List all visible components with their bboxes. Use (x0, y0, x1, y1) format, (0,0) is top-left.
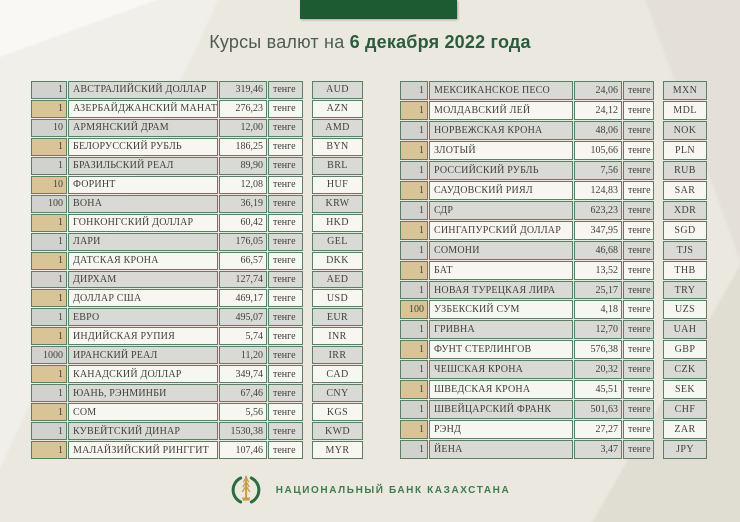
tenge-unit-cell: тенге (268, 327, 303, 345)
quantity-cell: 1 (31, 214, 67, 232)
currency-name-cell: БЕЛОРУССКИЙ РУБЛЬ (68, 138, 218, 156)
currency-code-cell: CAD (312, 365, 363, 383)
rate-value-cell: 5,74 (219, 327, 267, 345)
quantity-cell: 1 (31, 81, 67, 99)
column-gap (655, 261, 662, 280)
currency-code-cell: KGS (312, 403, 363, 421)
currency-name-cell: РОССИЙСКИЙ РУБЛЬ (429, 161, 573, 180)
quantity-cell: 1 (400, 340, 428, 359)
currency-name-cell: СИНГАПУРСКИЙ ДОЛЛАР (429, 221, 573, 240)
currency-name-cell: НОРВЕЖСКАЯ КРОНА (429, 121, 573, 140)
rate-value-cell: 20,32 (574, 360, 622, 379)
rate-value-cell: 124,83 (574, 181, 622, 200)
column-gap (304, 252, 311, 270)
currency-name-cell: ИНДИЙСКАЯ РУПИЯ (68, 327, 218, 345)
column-gap (304, 308, 311, 326)
currency-code-cell: ZAR (663, 420, 707, 439)
column-gap (655, 320, 662, 339)
column-gap (304, 119, 311, 137)
column-gap (304, 403, 311, 421)
currency-row (31, 252, 363, 270)
tenge-unit-cell: тенге (623, 161, 654, 180)
quantity-cell: 1 (31, 327, 67, 345)
currency-code-cell: AZN (312, 100, 363, 118)
rate-value-cell: 45,51 (574, 380, 622, 399)
column-gap (304, 289, 311, 307)
quantity-cell: 1 (31, 289, 67, 307)
column-gap (655, 141, 662, 160)
column-gap (304, 327, 311, 345)
currency-code-cell: NOK (663, 121, 707, 140)
top-green-bar (300, 0, 457, 19)
rate-value-cell: 27,27 (574, 420, 622, 439)
currency-code-cell: CZK (663, 360, 707, 379)
currency-code-cell: HUF (312, 176, 363, 194)
column-gap (304, 100, 311, 118)
tenge-unit-cell: тенге (268, 138, 303, 156)
currency-row (31, 119, 363, 137)
quantity-cell: 1 (400, 320, 428, 339)
column-gap (655, 201, 662, 220)
currency-code-cell: AUD (312, 81, 363, 99)
currency-name-cell: МАЛАЙЗИЙСКИЙ РИНГГИТ (68, 441, 218, 459)
tenge-unit-cell: тенге (623, 241, 654, 260)
column-gap (304, 384, 311, 402)
rate-value-cell: 89,90 (219, 157, 267, 175)
column-gap (304, 441, 311, 459)
quantity-cell: 1 (400, 81, 428, 100)
quantity-cell: 1 (400, 261, 428, 280)
currency-code-cell: TRY (663, 281, 707, 300)
rate-value-cell: 469,17 (219, 289, 267, 307)
tenge-unit-cell: тенге (623, 320, 654, 339)
currency-row (400, 340, 707, 359)
quantity-cell: 1 (400, 400, 428, 419)
rate-value-cell: 36,19 (219, 195, 267, 213)
rate-value-cell: 319,46 (219, 81, 267, 99)
currency-name-cell: ЕВРО (68, 308, 218, 326)
bank-name-label: НАЦИОНАЛЬНЫЙ БАНК КАЗАХСТАНА (275, 484, 511, 496)
quantity-cell: 1 (400, 141, 428, 160)
rate-value-cell: 24,12 (574, 101, 622, 120)
column-gap (655, 340, 662, 359)
currency-code-cell: CNY (312, 384, 363, 402)
rate-value-cell: 176,05 (219, 233, 267, 251)
currency-name-cell: МЕКСИКАНСКОЕ ПЕСО (429, 81, 573, 100)
currency-code-cell: CHF (663, 400, 707, 419)
currency-row (400, 221, 707, 240)
column-gap (655, 400, 662, 419)
currency-code-cell: SEK (663, 380, 707, 399)
rate-value-cell: 107,46 (219, 441, 267, 459)
currency-code-cell: EUR (312, 308, 363, 326)
tenge-unit-cell: тенге (623, 201, 654, 220)
currency-row (400, 360, 707, 379)
currency-row (400, 380, 707, 399)
quantity-cell: 1 (31, 100, 67, 118)
currency-name-cell: ШВЕЙЦАРСКИЙ ФРАНК (429, 400, 573, 419)
currency-row (400, 281, 707, 300)
quantity-cell: 100 (31, 195, 67, 213)
currency-row (31, 195, 363, 213)
tenge-unit-cell: тенге (623, 141, 654, 160)
rate-value-cell: 11,20 (219, 346, 267, 364)
currency-name-cell: ВОНА (68, 195, 218, 213)
column-gap (304, 138, 311, 156)
currency-row (31, 233, 363, 251)
column-gap (655, 380, 662, 399)
rate-value-cell: 127,74 (219, 271, 267, 289)
currency-row (400, 101, 707, 120)
tenge-unit-cell: тенге (623, 81, 654, 100)
currency-code-cell: PLN (663, 141, 707, 160)
column-gap (655, 440, 662, 459)
tenge-unit-cell: тенге (623, 420, 654, 439)
quantity-cell: 1 (400, 221, 428, 240)
currency-name-cell: ДОЛЛАР США (68, 289, 218, 307)
tenge-unit-cell: тенге (623, 360, 654, 379)
currency-row (400, 440, 707, 459)
currency-code-cell: UZS (663, 300, 707, 319)
rate-value-cell: 7,56 (574, 161, 622, 180)
currency-row (31, 176, 363, 194)
currency-row (400, 141, 707, 160)
currency-name-cell: СОМОНИ (429, 241, 573, 260)
currency-row (31, 384, 363, 402)
currency-code-cell: HKD (312, 214, 363, 232)
page-title-prefix: Курсы валют на (209, 32, 345, 52)
tenge-unit-cell: тенге (268, 271, 303, 289)
tenge-unit-cell: тенге (623, 261, 654, 280)
rate-value-cell: 48,06 (574, 121, 622, 140)
currency-name-cell: ФУНТ СТЕРЛИНГОВ (429, 340, 573, 359)
rate-value-cell: 46,68 (574, 241, 622, 260)
column-gap (655, 81, 662, 100)
quantity-cell: 1 (400, 181, 428, 200)
column-gap (655, 360, 662, 379)
quantity-cell: 10 (31, 119, 67, 137)
currency-name-cell: ЙЕНА (429, 440, 573, 459)
tenge-unit-cell: тенге (623, 340, 654, 359)
tenge-unit-cell: тенге (268, 214, 303, 232)
quantity-cell: 1 (31, 252, 67, 270)
currency-code-cell: AED (312, 271, 363, 289)
currency-code-cell: SAR (663, 181, 707, 200)
currency-code-cell: KRW (312, 195, 363, 213)
currency-name-cell: РЭНД (429, 420, 573, 439)
currency-name-cell: БАТ (429, 261, 573, 280)
tenge-unit-cell: тенге (268, 233, 303, 251)
quantity-cell: 1 (31, 271, 67, 289)
tenge-unit-cell: тенге (623, 221, 654, 240)
currency-code-cell: TJS (663, 241, 707, 260)
column-gap (655, 300, 662, 319)
rate-value-cell: 1530,38 (219, 422, 267, 440)
currency-name-cell: ГРИВНА (429, 320, 573, 339)
currency-row (31, 289, 363, 307)
currency-row (400, 81, 707, 100)
quantity-cell: 1 (31, 422, 67, 440)
column-gap (655, 241, 662, 260)
rate-value-cell: 25,17 (574, 281, 622, 300)
currency-code-cell: MXN (663, 81, 707, 100)
quantity-cell: 1 (400, 121, 428, 140)
tenge-unit-cell: тенге (623, 121, 654, 140)
currency-name-cell: ФОРИНТ (68, 176, 218, 194)
quantity-cell: 1 (31, 157, 67, 175)
rate-value-cell: 186,25 (219, 138, 267, 156)
currency-name-cell: БРАЗИЛЬСКИЙ РЕАЛ (68, 157, 218, 175)
rate-value-cell: 501,63 (574, 400, 622, 419)
quantity-cell: 1 (400, 101, 428, 120)
currency-name-cell: КАНАДСКИЙ ДОЛЛАР (68, 365, 218, 383)
currency-row (31, 365, 363, 383)
rate-value-cell: 12,70 (574, 320, 622, 339)
quantity-cell: 1 (400, 420, 428, 439)
quantity-cell: 1 (31, 365, 67, 383)
quantity-cell: 10 (31, 176, 67, 194)
column-gap (655, 181, 662, 200)
tenge-unit-cell: тенге (268, 289, 303, 307)
column-gap (655, 121, 662, 140)
currency-code-cell: AMD (312, 119, 363, 137)
currency-row (400, 300, 707, 319)
quantity-cell: 1 (31, 308, 67, 326)
currency-code-cell: IRR (312, 346, 363, 364)
currency-name-cell: АРМЯНСКИЙ ДРАМ (68, 119, 218, 137)
quantity-cell: 1 (31, 384, 67, 402)
column-gap (655, 161, 662, 180)
currency-name-cell: ДИРХАМ (68, 271, 218, 289)
currency-row (31, 271, 363, 289)
currency-code-cell: USD (312, 289, 363, 307)
currency-row (400, 181, 707, 200)
tenge-unit-cell: тенге (268, 346, 303, 364)
tenge-unit-cell: тенге (623, 440, 654, 459)
column-gap (655, 420, 662, 439)
currency-code-cell: THB (663, 261, 707, 280)
quantity-cell: 1 (400, 161, 428, 180)
tenge-unit-cell: тенге (268, 441, 303, 459)
rate-value-cell: 67,46 (219, 384, 267, 402)
tenge-unit-cell: тенге (623, 281, 654, 300)
tenge-unit-cell: тенге (268, 308, 303, 326)
currency-name-cell: АВСТРАЛИЙСКИЙ ДОЛЛАР (68, 81, 218, 99)
currency-row (31, 441, 363, 459)
currency-row (31, 422, 363, 440)
currency-code-cell: MDL (663, 101, 707, 120)
page-title-date: 6 декабря 2022 года (349, 32, 531, 52)
currency-name-cell: СДР (429, 201, 573, 220)
quantity-cell: 1 (31, 233, 67, 251)
tenge-unit-cell: тенге (268, 195, 303, 213)
rate-value-cell: 347,95 (574, 221, 622, 240)
tenge-unit-cell: тенге (268, 365, 303, 383)
currency-code-cell: SGD (663, 221, 707, 240)
rates-tables (31, 81, 709, 459)
tenge-unit-cell: тенге (623, 101, 654, 120)
currency-row (31, 157, 363, 175)
tenge-unit-cell: тенге (268, 403, 303, 421)
currency-code-cell: XDR (663, 201, 707, 220)
currency-row (400, 241, 707, 260)
currency-name-cell: СОМ (68, 403, 218, 421)
rate-value-cell: 3,47 (574, 440, 622, 459)
tenge-unit-cell: тенге (268, 100, 303, 118)
currency-code-cell: RUB (663, 161, 707, 180)
currency-row (31, 346, 363, 364)
tenge-unit-cell: тенге (268, 252, 303, 270)
currency-name-cell: ЧЕШСКАЯ КРОНА (429, 360, 573, 379)
quantity-cell: 100 (400, 300, 428, 319)
rate-value-cell: 12,08 (219, 176, 267, 194)
rate-value-cell: 66,57 (219, 252, 267, 270)
rates-table-left (31, 81, 363, 459)
tenge-unit-cell: тенге (268, 157, 303, 175)
currency-code-cell: BYN (312, 138, 363, 156)
currency-row (400, 400, 707, 419)
rate-value-cell: 576,38 (574, 340, 622, 359)
rate-value-cell: 60,42 (219, 214, 267, 232)
rate-value-cell: 4,18 (574, 300, 622, 319)
currency-name-cell: САУДОВСКИЙ РИЯЛ (429, 181, 573, 200)
currency-name-cell: МОЛДАВСКИЙ ЛЕЙ (429, 101, 573, 120)
currency-row (400, 201, 707, 220)
rate-value-cell: 349,74 (219, 365, 267, 383)
quantity-cell: 1 (400, 440, 428, 459)
currency-code-cell: JPY (663, 440, 707, 459)
rates-table-right (400, 81, 707, 459)
quantity-cell: 1 (31, 441, 67, 459)
quantity-cell: 1 (400, 360, 428, 379)
column-gap (304, 195, 311, 213)
currency-row (31, 100, 363, 118)
national-bank-emblem-icon (230, 474, 262, 506)
rate-value-cell: 105,66 (574, 141, 622, 160)
quantity-cell: 1 (400, 380, 428, 399)
tenge-unit-cell: тенге (268, 422, 303, 440)
column-gap (304, 81, 311, 99)
rate-value-cell: 276,23 (219, 100, 267, 118)
rate-value-cell: 12,00 (219, 119, 267, 137)
currency-name-cell: ЛАРИ (68, 233, 218, 251)
currency-row (31, 327, 363, 345)
currency-row (31, 81, 363, 99)
currency-row (31, 138, 363, 156)
column-gap (304, 176, 311, 194)
page-title (0, 32, 740, 53)
column-gap (304, 233, 311, 251)
currency-code-cell: MYR (312, 441, 363, 459)
quantity-cell: 1 (400, 281, 428, 300)
currency-row (400, 121, 707, 140)
currency-row (31, 214, 363, 232)
currency-code-cell: DKK (312, 252, 363, 270)
tenge-unit-cell: тенге (623, 380, 654, 399)
currency-name-cell: АЗЕРБАЙДЖАНСКИЙ МАНАТ (68, 100, 218, 118)
column-gap (655, 221, 662, 240)
tenge-unit-cell: тенге (268, 176, 303, 194)
column-gap (304, 365, 311, 383)
quantity-cell: 1 (400, 201, 428, 220)
quantity-cell: 1000 (31, 346, 67, 364)
column-gap (655, 101, 662, 120)
currency-name-cell: ИРАНСКИЙ РЕАЛ (68, 346, 218, 364)
tenge-unit-cell: тенге (623, 181, 654, 200)
currency-name-cell: КУВЕЙТСКИЙ ДИНАР (68, 422, 218, 440)
column-gap (304, 157, 311, 175)
currency-row (400, 261, 707, 280)
currency-name-cell: ЮАНЬ, РЭНМИНБИ (68, 384, 218, 402)
currency-name-cell: ДАТСКАЯ КРОНА (68, 252, 218, 270)
quantity-cell: 1 (400, 241, 428, 260)
currency-row (31, 308, 363, 326)
column-gap (655, 281, 662, 300)
currency-row (31, 403, 363, 421)
currency-row (400, 420, 707, 439)
column-gap (304, 422, 311, 440)
currency-code-cell: BRL (312, 157, 363, 175)
rate-value-cell: 13,52 (574, 261, 622, 280)
rate-value-cell: 495,07 (219, 308, 267, 326)
currency-name-cell: ГОНКОНГСКИЙ ДОЛЛАР (68, 214, 218, 232)
tenge-unit-cell: тенге (268, 81, 303, 99)
currency-code-cell: INR (312, 327, 363, 345)
currency-code-cell: KWD (312, 422, 363, 440)
quantity-cell: 1 (31, 138, 67, 156)
column-gap (304, 214, 311, 232)
tenge-unit-cell: тенге (268, 384, 303, 402)
tenge-unit-cell: тенге (268, 119, 303, 137)
rate-value-cell: 623,23 (574, 201, 622, 220)
currency-row (400, 161, 707, 180)
currency-name-cell: ШВЕДСКАЯ КРОНА (429, 380, 573, 399)
footer (0, 472, 740, 508)
currency-name-cell: УЗБЕКСКИЙ СУМ (429, 300, 573, 319)
rate-value-cell: 24,06 (574, 81, 622, 100)
tenge-unit-cell: тенге (623, 300, 654, 319)
currency-code-cell: GBP (663, 340, 707, 359)
rate-value-cell: 5,56 (219, 403, 267, 421)
currency-name-cell: НОВАЯ ТУРЕЦКАЯ ЛИРА (429, 281, 573, 300)
currency-code-cell: UAH (663, 320, 707, 339)
column-gap (304, 346, 311, 364)
tenge-unit-cell: тенге (623, 400, 654, 419)
currency-row (400, 320, 707, 339)
currency-code-cell: GEL (312, 233, 363, 251)
column-gap (304, 271, 311, 289)
currency-name-cell: ЗЛОТЫЙ (429, 141, 573, 160)
quantity-cell: 1 (31, 403, 67, 421)
